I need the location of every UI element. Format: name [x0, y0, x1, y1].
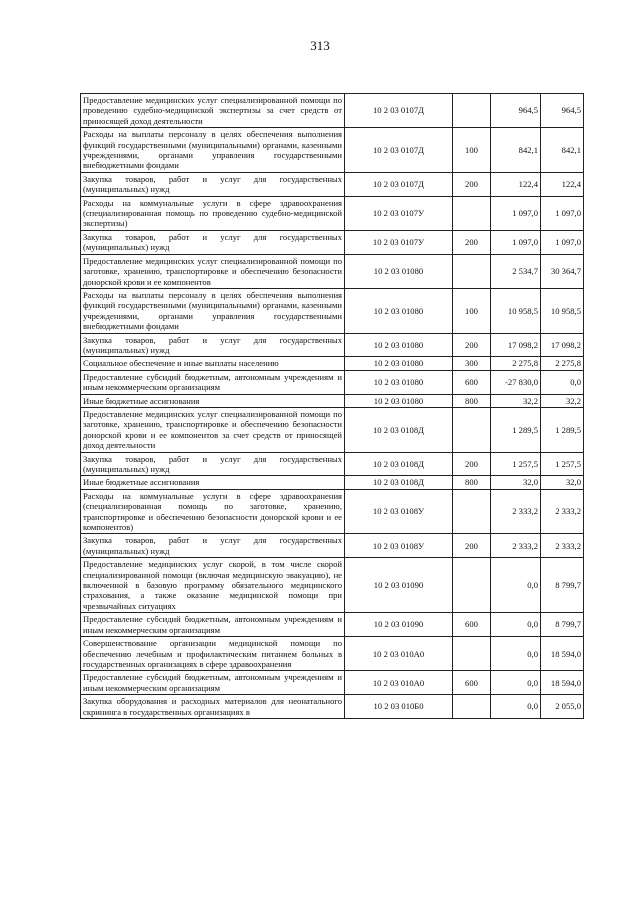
row-code: 10 2 03 010А0	[345, 637, 453, 671]
row-name: Расходы на коммунальные услуги в сфере здравоохранения (специализированная помощь по заготовке, хранению, транспортировке и обеспечению безопасности донорской крови и ее компонентов)	[81, 489, 345, 534]
row-sum-1: 17 098,2	[491, 333, 541, 357]
row-name: Закупка товаров, работ и услуг для государственных (муниципальных) нужд	[81, 452, 345, 476]
row-expense-type: 200	[453, 172, 491, 196]
row-code: 10 2 03 01080	[345, 357, 453, 370]
row-sum-2: 17 098,2	[541, 333, 584, 357]
row-expense-type: 200	[453, 534, 491, 558]
row-sum-2: 18 594,0	[541, 671, 584, 695]
row-expense-type	[453, 407, 491, 452]
row-name: Закупка товаров, работ и услуг для государственных (муниципальных) нужд	[81, 172, 345, 196]
table-row	[81, 94, 584, 128]
row-expense-type: 100	[453, 288, 491, 333]
row-sum-2: 842,1	[541, 128, 584, 173]
row-expense-type: 600	[453, 613, 491, 637]
row-expense-type: 200	[453, 230, 491, 254]
row-sum-2: 122,4	[541, 172, 584, 196]
budget-table-body	[81, 94, 584, 719]
row-sum-2: 964,5	[541, 94, 584, 128]
row-sum-2: 10 958,5	[541, 288, 584, 333]
row-sum-2: 1 097,0	[541, 230, 584, 254]
row-name: Закупка товаров, работ и услуг для государственных (муниципальных) нужд	[81, 333, 345, 357]
row-code: 10 2 03 01080	[345, 333, 453, 357]
row-name: Предоставление медицинских услуг скорой, в том числе скорой специализированной помощи (включая медицинскую эвакуацию), не включенной в базовую программу обязательного медицинского страхования, а также оказание медицинской помощи при чрезвычайных ситуациях	[81, 558, 345, 613]
row-name: Предоставление медицинских услуг специализированной помощи по заготовке, хранению, транспортировке и обеспечению безопасности донорской крови и ее компонентов	[81, 254, 345, 288]
row-code: 10 2 03 010А0	[345, 671, 453, 695]
row-sum-2: 1 257,5	[541, 452, 584, 476]
row-sum-2: 2 275,8	[541, 357, 584, 370]
row-sum-1: 32,2	[491, 394, 541, 407]
row-sum-1: 2 534,7	[491, 254, 541, 288]
row-code: 10 2 03 0107Д	[345, 94, 453, 128]
row-code: 10 2 03 0107У	[345, 196, 453, 230]
row-expense-type	[453, 254, 491, 288]
row-code: 10 2 03 0108У	[345, 489, 453, 534]
table-row	[81, 288, 584, 333]
row-name: Социальное обеспечение и иные выплаты населению	[81, 357, 345, 370]
row-expense-type	[453, 196, 491, 230]
page-number: 313	[310, 38, 330, 53]
row-sum-1: -27 830,0	[491, 370, 541, 394]
row-expense-type: 300	[453, 357, 491, 370]
row-code: 10 2 03 0108Д	[345, 476, 453, 489]
row-sum-1: 0,0	[491, 637, 541, 671]
row-sum-2: 2 333,2	[541, 489, 584, 534]
row-sum-2: 30 364,7	[541, 254, 584, 288]
row-sum-1: 1 097,0	[491, 196, 541, 230]
row-sum-2: 18 594,0	[541, 637, 584, 671]
table-row	[81, 671, 584, 695]
row-sum-1: 2 333,2	[491, 534, 541, 558]
table-row	[81, 452, 584, 476]
row-code: 10 2 03 0108У	[345, 534, 453, 558]
row-sum-2: 8 799,7	[541, 558, 584, 613]
row-sum-1: 842,1	[491, 128, 541, 173]
row-expense-type	[453, 558, 491, 613]
table-row	[81, 476, 584, 489]
row-code: 10 2 03 01080	[345, 394, 453, 407]
row-sum-1: 0,0	[491, 695, 541, 719]
table-row	[81, 637, 584, 671]
row-code: 10 2 03 01080	[345, 254, 453, 288]
row-name: Иные бюджетные ассигнования	[81, 476, 345, 489]
row-code: 10 2 03 0107Д	[345, 172, 453, 196]
row-sum-1: 10 958,5	[491, 288, 541, 333]
row-expense-type: 800	[453, 394, 491, 407]
row-name: Закупка оборудования и расходных материалов для неонатального скрининга в государственных организациях в	[81, 695, 345, 719]
row-sum-1: 32,0	[491, 476, 541, 489]
row-expense-type: 800	[453, 476, 491, 489]
row-sum-2: 0,0	[541, 370, 584, 394]
row-sum-2: 8 799,7	[541, 613, 584, 637]
table-row	[81, 196, 584, 230]
row-sum-2: 2 055,0	[541, 695, 584, 719]
row-code: 10 2 03 0108Д	[345, 452, 453, 476]
row-expense-type	[453, 489, 491, 534]
row-code: 10 2 03 01080	[345, 288, 453, 333]
table-row	[81, 394, 584, 407]
row-sum-1: 0,0	[491, 558, 541, 613]
row-sum-1: 2 333,2	[491, 489, 541, 534]
row-code: 10 2 03 010Б0	[345, 695, 453, 719]
row-name: Предоставление медицинских услуг специализированной помощи по проведению судебно-медицинской экспертизы за счет средств от приносящей доход деятельности	[81, 94, 345, 128]
table-row	[81, 613, 584, 637]
row-sum-1: 0,0	[491, 613, 541, 637]
row-expense-type: 100	[453, 128, 491, 173]
row-sum-2: 32,2	[541, 394, 584, 407]
table-row	[81, 230, 584, 254]
table-row	[81, 357, 584, 370]
row-name: Предоставление субсидий бюджетным, автономным учреждениям и иным некоммерческим организациям	[81, 671, 345, 695]
row-sum-1: 0,0	[491, 671, 541, 695]
row-sum-2: 2 333,2	[541, 534, 584, 558]
row-name: Расходы на выплаты персоналу в целях обеспечения выполнения функций государственными (муниципальными) органами, казенными учреждениями, органами управления государственными внебюджетными фондами	[81, 288, 345, 333]
row-name: Иные бюджетные ассигнования	[81, 394, 345, 407]
row-name: Предоставление субсидий бюджетным, автономным учреждениям и иным некоммерческим организациям	[81, 613, 345, 637]
table-row	[81, 558, 584, 613]
row-expense-type	[453, 637, 491, 671]
row-code: 10 2 03 0108Д	[345, 407, 453, 452]
table-row	[81, 254, 584, 288]
table-row	[81, 695, 584, 719]
row-expense-type: 200	[453, 452, 491, 476]
table-row	[81, 172, 584, 196]
table-row	[81, 489, 584, 534]
row-sum-1: 964,5	[491, 94, 541, 128]
row-code: 10 2 03 01090	[345, 558, 453, 613]
row-sum-1: 1 257,5	[491, 452, 541, 476]
table-row	[81, 128, 584, 173]
row-name: Закупка товаров, работ и услуг для государственных (муниципальных) нужд	[81, 230, 345, 254]
row-sum-1: 122,4	[491, 172, 541, 196]
row-sum-1: 1 289,5	[491, 407, 541, 452]
row-name: Расходы на коммунальные услуги в сфере здравоохранения (специализированная помощь по проведению судебно-медицинской экспертизы)	[81, 196, 345, 230]
row-expense-type: 600	[453, 370, 491, 394]
row-sum-2: 1 289,5	[541, 407, 584, 452]
row-code: 10 2 03 0107Д	[345, 128, 453, 173]
row-expense-type	[453, 94, 491, 128]
row-sum-1: 2 275,8	[491, 357, 541, 370]
row-sum-2: 1 097,0	[541, 196, 584, 230]
row-name: Предоставление субсидий бюджетным, автономным учреждениям и иным некоммерческим организациям	[81, 370, 345, 394]
row-code: 10 2 03 0107У	[345, 230, 453, 254]
row-name: Предоставление медицинских услуг специализированной помощи по заготовке, хранению, транспортировке и обеспечению безопасности донорской крови и ее компонентов за счет средств от приносящей доход деятельности	[81, 407, 345, 452]
row-expense-type: 200	[453, 333, 491, 357]
table-row	[81, 534, 584, 558]
table-row	[81, 370, 584, 394]
row-sum-2: 32,0	[541, 476, 584, 489]
row-sum-1: 1 097,0	[491, 230, 541, 254]
table-row	[81, 407, 584, 452]
budget-table	[80, 93, 584, 719]
row-name: Совершенствование организации медицинской помощи по обеспечению лечебным и профилактическим питанием больных в государственных организациях в сфере здравоохранения	[81, 637, 345, 671]
row-code: 10 2 03 01090	[345, 613, 453, 637]
row-name: Закупка товаров, работ и услуг для государственных (муниципальных) нужд	[81, 534, 345, 558]
row-expense-type: 600	[453, 671, 491, 695]
row-code: 10 2 03 01080	[345, 370, 453, 394]
row-name: Расходы на выплаты персоналу в целях обеспечения выполнения функций государственными (муниципальными) органами, казенными учреждениями, органами управления государственными внебюджетными фондами	[81, 128, 345, 173]
table-row	[81, 333, 584, 357]
row-expense-type	[453, 695, 491, 719]
